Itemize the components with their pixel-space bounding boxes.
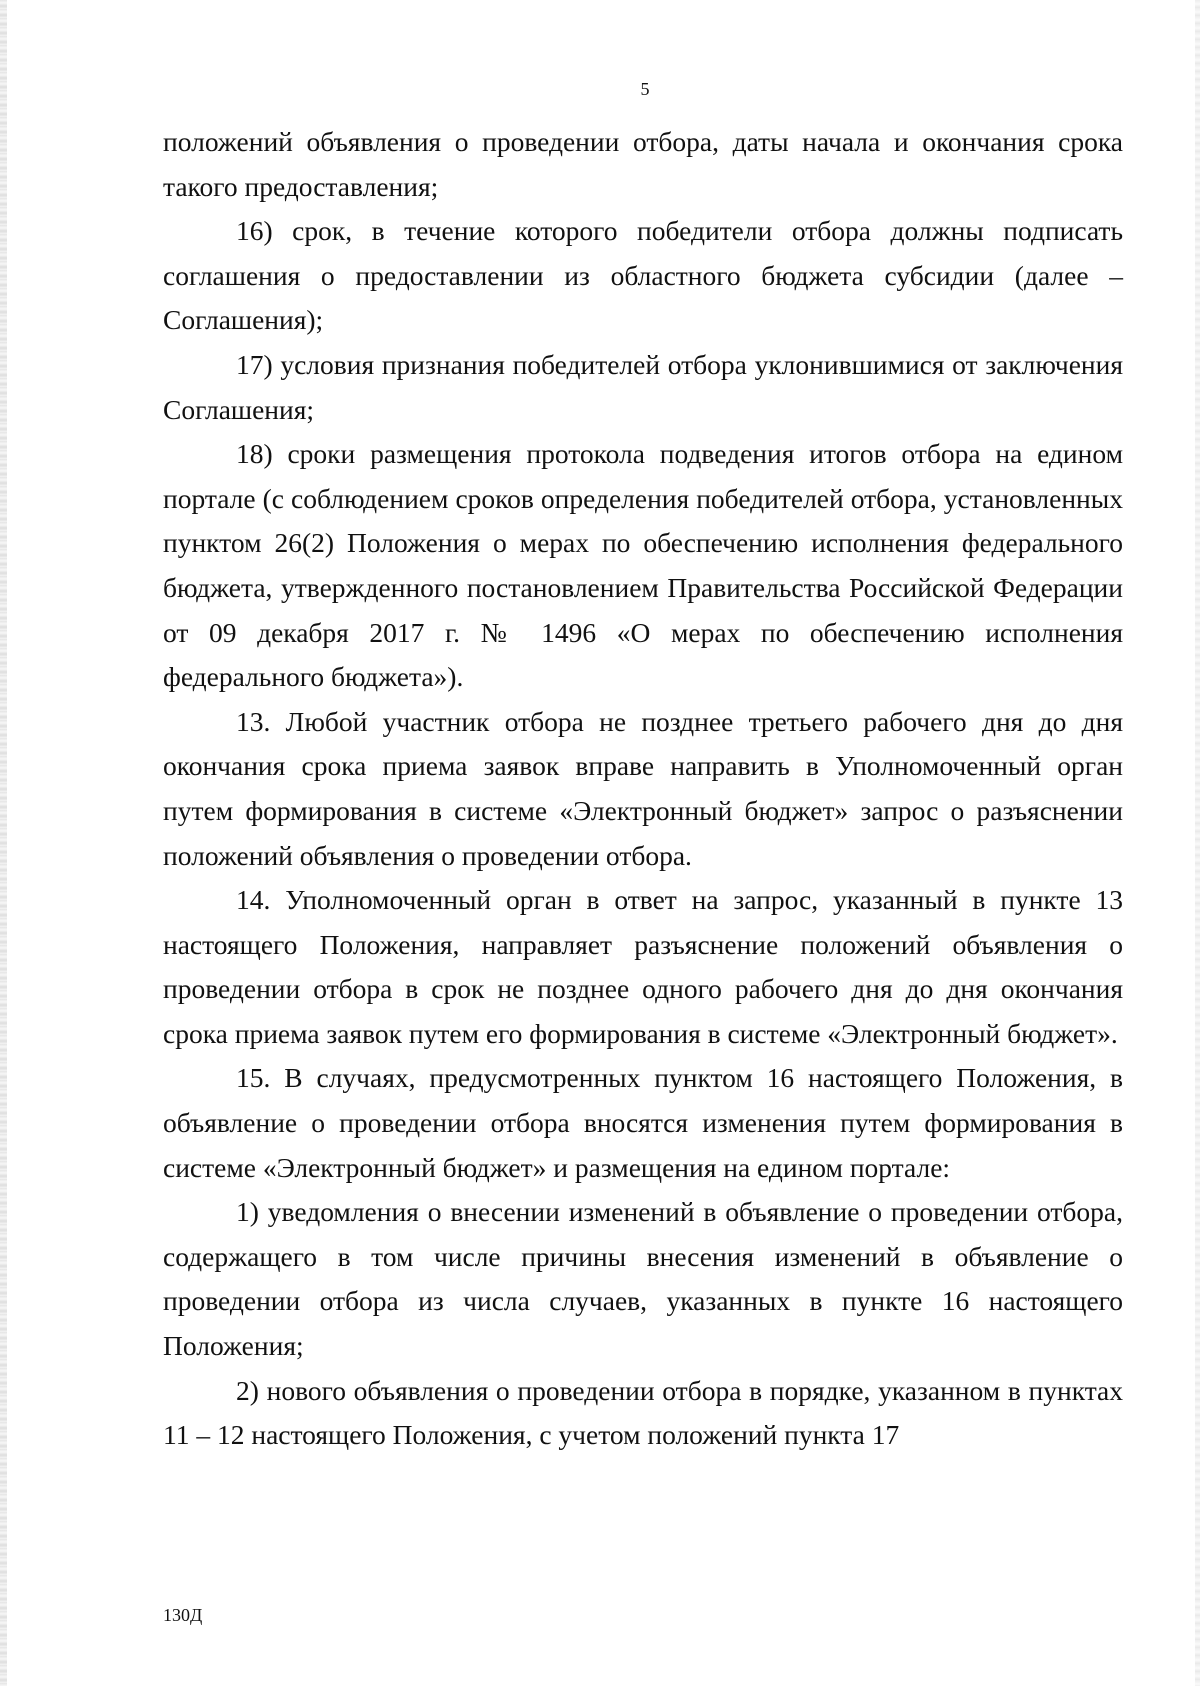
paragraph-section-13: 13. Любой участник отбора не позднее третьего рабочего дня до дня окончания срока приема заявок вправе направить в Уполномоченный орган путем формирования в системе «Электронный бюджет» запрос о разъяснении положений объявления о проведении отбора. [163,705,1123,871]
page-number: 5 [640,79,650,99]
paragraph-item-16: 16) срок, в течение которого победители отбора должны подписать соглашения о предоставлении из областного бюджета субсидии (далее – Соглашения); [163,215,1123,336]
paragraph-continuation: положений объявления о проведении отбора, даты начала и окончания срока такого предоставления; [163,126,1123,202]
scan-edge-right [1195,0,1200,1686]
paragraph-subitem-2: 2) нового объявления о проведении отбора в порядке, указанном в пунктах 11 – 12 настоящего Положения, с учетом положений пункта 17 [163,1374,1123,1451]
scan-edge-left [0,0,7,1686]
paragraph-section-14: 14. Уполномоченный орган в ответ на запрос, указанный в пункте 13 настоящего Положения, направляет разъяснение положений объявления о проведении отбора в срок не позднее одного рабочего дня до дня окончания срока приема заявок путем его формирования в системе «Электронный бюджет». [163,884,1123,1049]
paragraph-subitem-1: 1) уведомления о внесении изменений в объявление о проведении отбора, содержащего в том числе причины внесения изменений в объявление о проведении отбора из числа случаев, указанных в пункте 16 настоящего Положения; [163,1196,1123,1362]
footer-document-code: 130Д [163,1605,203,1625]
paragraph-item-17: 17) условия признания победителей отбора уклонившимися от заключения Соглашения; [163,348,1123,425]
paragraph-section-15: 15. В случаях, предусмотренных пунктом 16 настоящего Положения, в объявление о проведении отбора вносятся изменения путем формирования в системе «Электронный бюджет» и размещения на едином портале: [163,1062,1123,1183]
paragraph-item-18: 18) сроки размещения протокола подведения итогов отбора на едином портале (с соблюдением сроков определения победителей отбора, установленных пунктом 26(2) Положения о мерах по обеспечению исполнения федерального бюджета, утвержденного постановлением Правительства Российской Федерации от 09 декабря 2017 г. № 1496 «О мерах по обеспечению исполнения федерального бюджета»). [163,438,1123,693]
document-body [163,120,1123,1458]
